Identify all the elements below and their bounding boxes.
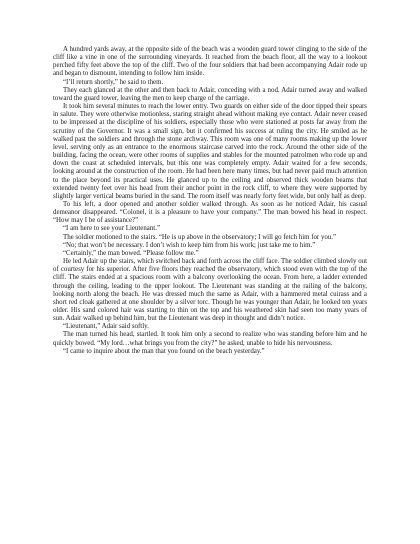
paragraph-7: The soldier motioned to the stairs. “He is up above in the observatory; I will go fetch him for you.” <box>63 233 337 241</box>
paragraph-1: A hundred yards away, at the opposite side of the beach was a wooden guard tower clinging to the side of the cliff like a vine in one of the surrounding vineyards. It reached from the beach floor, all the way to a lookout perched fifty feet above the top of the cliff. Two of the four soldiers that had been accompanying Adair rode up and began to dismount, intending to follow him inside. <box>53 46 367 78</box>
paragraph-2: “I’ll return shortly,” he said to them. <box>63 78 164 86</box>
paragraph-3: They each glanced at the other and then back to Adair, conceding with a nod. Adair turned away and walked toward the guard tower, leaving the men to keep charge of the carriage. <box>53 86 367 102</box>
paragraph-8: “No; that won’t be necessary. I don’t wish to keep him from his work; just take me to him.” <box>63 241 316 249</box>
document-page <box>53 46 367 356</box>
paragraph-9: “Certainly,” the man bowed. “Please follow me.” <box>63 249 199 257</box>
paragraph-13: “I came to inquire about the man that you found on the beach yesterday.” <box>63 347 265 355</box>
paragraph-10: He led Adair up the stairs, which switched back and forth across the cliff face. The soldier climbed slowly out of courtesy for his superior. After five floors they reached the observatory, which stood even with the top of the cliff. The stairs ended at a spacious room with a balcony overlooking the ocean. From here, a ladder extended through the ceiling, leading to the upper lookout. The Lieutenant was standing at the railing of the balcony, looking north along the beach. He was dressed much the same as Adair, with a hammered metal cuirass and a short red cloak gathered at one shoulder by a silver torc. Though he was younger than Adair, he looked ten years older. His sand colored hair was starting to thin on the top and his weathered skin had seen too many years of sun. Adair walked up behind him, but the Lieutenant was deep in thought and didn’t notice. <box>53 258 367 323</box>
paragraph-11: “Lieutenant,” Adair said softly. <box>63 323 149 331</box>
paragraph-4: It took him several minutes to reach the lower entry. Two guards on either side of the door tipped their spears in salute. They were otherwise motionless, staring straight ahead without making eye contact. Adair never ceased to be impressed at the discipline of his soldiers, especially those who were stationed at posts far away from the scrutiny of the Governor. It was a small sign, but it confirmed his success at ruling the city. He smiled as he walked past the soldiers and through the stone archway. This room was one of many rooms making up the lower level, serving only as an entrance to the enormous staircase carved into the rock. Around the other side of the building, facing the ocean, were other rooms of supplies and stables for the mounted patrolmen who rode up and down the coast at scheduled intervals, but this one was completely empty. Adair waited for a few seconds, looking around at the construction of the room. He had been here many times, but had never paid much attention to the place beyond its practical uses. He glanced up to the ceiling and observed thick wooden beams that extended twenty feet over his head from their anchor point in the rock cliff, to where they were supported by slightly larger vertical beams buried in the sand. The room itself was nearly forty feet wide, but only half as deep. <box>53 103 367 200</box>
paragraph-12: The man turned his head, startled. It took him only a second to realize who was standing before him and he quickly bowed. “My lord…what brings you from the city?” he asked, unable to hide his nervousness. <box>53 331 367 347</box>
paragraph-5: To his left, a door opened and another soldier walked through. As soon as he noticed Adair, his casual demeanor disappeared. “Colonel, it is a pleasure to have your company.” The man bowed his head in respect. “How may I be of assistance?” <box>53 200 367 225</box>
paragraph-6: “I am here to see your Lieutenant.” <box>63 225 160 233</box>
